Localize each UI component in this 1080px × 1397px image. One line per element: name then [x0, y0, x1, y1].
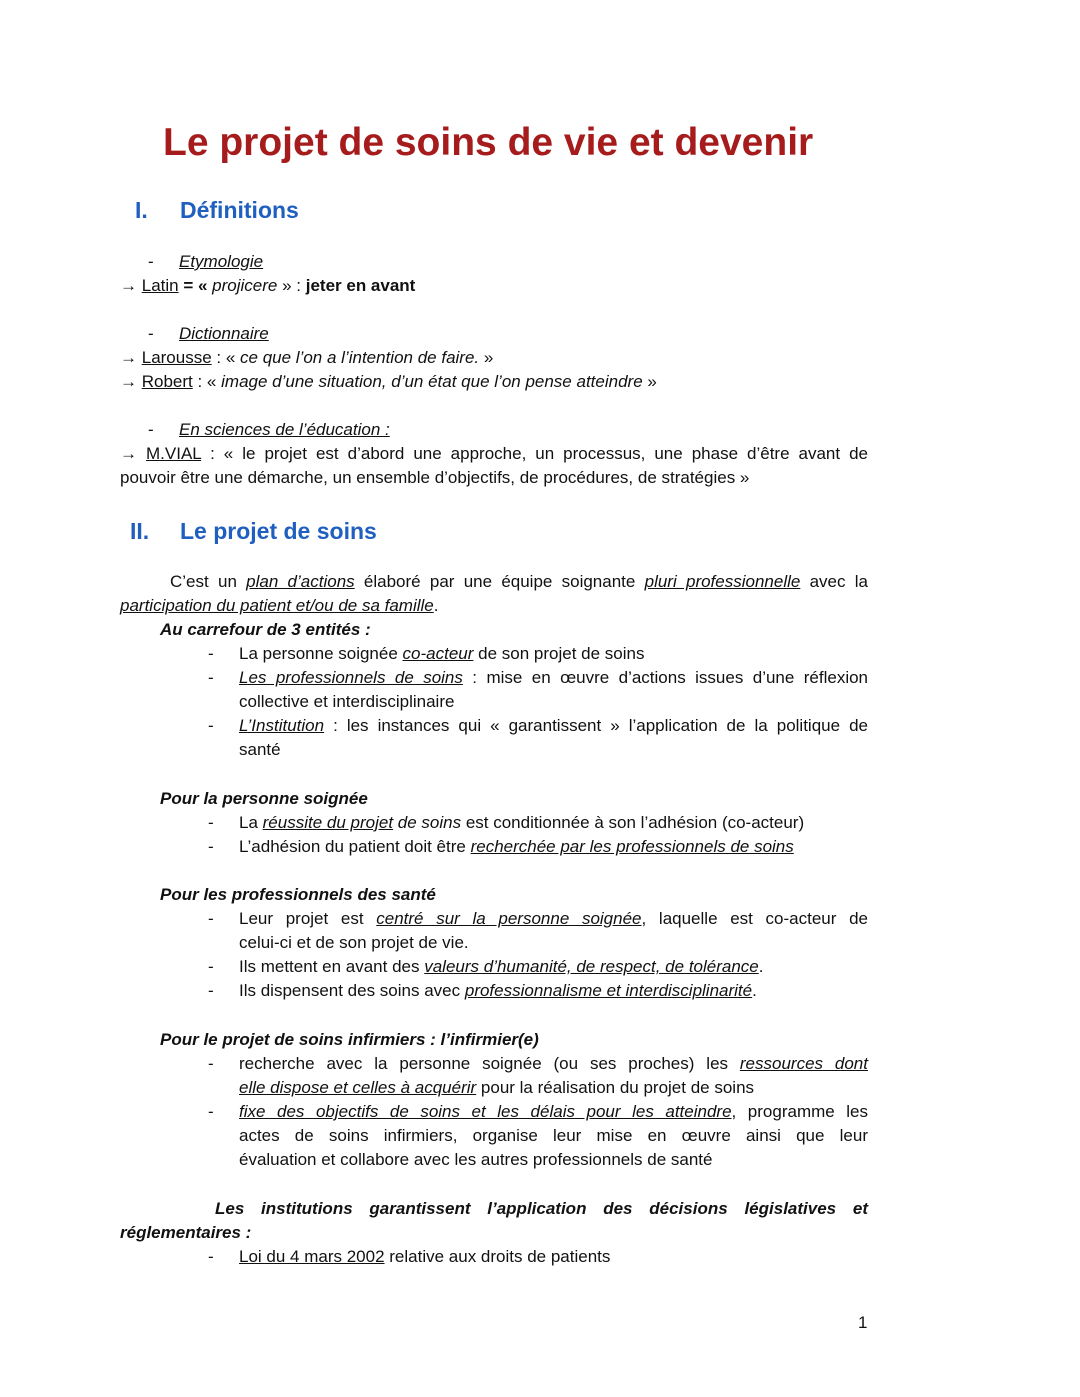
subheading-sciences [148, 418, 390, 442]
emphasis: réussite du projet [262, 813, 394, 832]
text: est conditionnée à son l’adhésion (co-acteur) [461, 813, 805, 832]
list-item-text-cont [239, 1076, 754, 1100]
subheading-etymologie [148, 250, 264, 274]
text: : « le projet est d’abord une approche, un processus, une phase d’être avant de [201, 444, 868, 463]
bullet-dash: - [208, 668, 214, 687]
list-item-text [239, 955, 763, 979]
larousse-line [120, 346, 493, 370]
bullet-dash: - [208, 813, 214, 832]
term: Larousse [141, 348, 212, 367]
list-item-text-cont: actes de soins infirmiers, organise leur mise en œuvre ainsi que leur [239, 1126, 868, 1145]
term: Robert [141, 372, 193, 391]
text: avec la [800, 572, 868, 591]
emphasis: centré sur la personne soignée [376, 909, 642, 928]
list-item-text [239, 979, 757, 1003]
emphasis: L’Institution [239, 716, 325, 735]
list-item-text-cont: celui-ci et de son projet de vie. [239, 933, 469, 952]
arrow-icon: → [120, 276, 137, 295]
arrow-icon: → [120, 348, 137, 367]
meaning: jeter en avant [305, 276, 416, 295]
text: » : [277, 276, 306, 295]
subheading-label: Etymologie [179, 252, 264, 271]
text: : mise en œuvre d’actions issues d’une réflexion [462, 668, 869, 687]
emphasis: elle dispose et celles à acquérir [239, 1078, 477, 1097]
list-item [208, 979, 214, 1003]
infirmier-heading: Pour le projet de soins infirmiers : l’infirmier(e) [160, 1030, 539, 1049]
text: » [479, 348, 494, 367]
text: Ils dispensent des soins avec [239, 981, 465, 1000]
carrefour-heading: Au carrefour de 3 entités : [160, 620, 371, 639]
emphasis: valeurs d’humanité, de respect, de tolérance [424, 957, 759, 976]
text: recherche avec la personne soignée (ou ses proches) les [239, 1054, 740, 1073]
section-number: II. [130, 518, 150, 544]
intro-line-2 [120, 594, 439, 618]
page-number: 1 [858, 1313, 868, 1332]
list-item [208, 642, 214, 666]
list-item [208, 955, 214, 979]
section-number: I. [135, 197, 148, 223]
etymology-line [120, 274, 415, 298]
list-item [208, 666, 214, 690]
list-item-text [239, 1100, 868, 1124]
text: élaboré par une équipe soignante [354, 572, 645, 591]
text: , programme les [731, 1102, 868, 1121]
list-item-text [239, 666, 868, 690]
bullet-dash: - [208, 981, 214, 1000]
section-title: Définitions [180, 197, 299, 223]
vial-line-1 [120, 442, 868, 466]
bullet-dash: - [148, 252, 154, 271]
emphasis: recherchée par les professionnels de soins [470, 837, 794, 856]
bullet-dash: - [148, 324, 154, 343]
institutions-heading: Les institutions garantissent l’application des décisions législatives et [215, 1199, 868, 1218]
text: : les instances qui « garantissent » l’application de la politique de [324, 716, 868, 735]
term: M.VIAL [146, 444, 202, 463]
list-item [208, 1100, 214, 1124]
list-item [208, 907, 214, 931]
emphasis: Les professionnels de soins [239, 668, 463, 687]
list-item [208, 1245, 214, 1269]
bullet-dash: - [208, 957, 214, 976]
text: . [758, 957, 764, 976]
professionnels-heading: Pour les professionnels des santé [160, 885, 436, 904]
bullet-dash: - [208, 837, 214, 856]
emphasis: co-acteur [402, 644, 474, 663]
list-item [208, 835, 214, 859]
bullet-dash: - [208, 644, 214, 663]
bullet-dash: - [208, 1247, 214, 1266]
list-item-text-cont: santé [239, 740, 281, 759]
institutions-heading-cont: réglementaires : [120, 1223, 252, 1242]
text: » [642, 372, 657, 391]
list-item-text [239, 811, 804, 835]
emphasis: pluri professionnelle [644, 572, 801, 591]
text: Leur projet est [239, 909, 377, 928]
text: pour la réalisation du projet de soins [476, 1078, 755, 1097]
text: . [752, 981, 757, 1000]
subheading-dictionnaire [148, 322, 269, 346]
list-item-text [239, 642, 644, 666]
text: . [433, 596, 439, 615]
bullet-dash: - [208, 909, 214, 928]
emphasis: ressources dont [739, 1054, 868, 1073]
term: Latin [141, 276, 179, 295]
emphasis: plan d’actions [246, 572, 355, 591]
list-item-text-cont: collective et interdisciplinaire [239, 692, 455, 711]
text: : « [192, 372, 222, 391]
text: relative aux droits de patients [384, 1247, 611, 1266]
section-title: Le projet de soins [180, 518, 377, 544]
page-title: Le projet de soins de vie et devenir [163, 121, 814, 164]
list-item [208, 714, 214, 738]
subheading-label: Dictionnaire [179, 324, 269, 343]
text: : « [211, 348, 241, 367]
text: , laquelle est co-acteur de [641, 909, 868, 928]
bullet-dash: - [208, 1054, 214, 1073]
law-reference: Loi du 4 mars 2002 [239, 1247, 385, 1266]
list-item-text [239, 1052, 868, 1076]
emphasis: de soins [393, 813, 462, 832]
list-item-text [239, 1245, 610, 1269]
intro-line-1 [170, 570, 868, 594]
subheading-label: En sciences de l’éducation : [179, 420, 390, 439]
arrow-icon: → [120, 372, 137, 391]
bullet-dash: - [148, 420, 154, 439]
text: C’est un [170, 572, 247, 591]
list-item [208, 1052, 214, 1076]
personne-heading: Pour la personne soignée [160, 789, 368, 808]
list-item-text [239, 714, 868, 738]
emphasis: professionnalisme et interdisciplinarité [464, 981, 753, 1000]
quote: ce que l’on a l’intention de faire. [240, 348, 480, 367]
text: La personne soignée [239, 644, 403, 663]
quote: image d’une situation, d’un état que l’on pense atteindre [221, 372, 643, 391]
list-item [208, 811, 214, 835]
list-item-text-cont: évaluation et collabore avec les autres professionnels de santé [239, 1150, 713, 1169]
emphasis: fixe des objectifs de soins et les délais pour les atteindre [239, 1102, 732, 1121]
text: L’adhésion du patient doit être [239, 837, 471, 856]
text: de son projet de soins [473, 644, 645, 663]
latin-word: projicere [212, 276, 278, 295]
list-item-text [239, 907, 868, 931]
text: = « [178, 276, 213, 295]
emphasis: participation du patient et/ou de sa famille [120, 596, 434, 615]
bullet-dash: - [208, 716, 214, 735]
text: La [239, 813, 263, 832]
arrow-icon: → [120, 444, 137, 463]
robert-line [120, 370, 657, 394]
bullet-dash: - [208, 1102, 214, 1121]
vial-line-2: pouvoir être une démarche, un ensemble d’objectifs, de procédures, de stratégies » [120, 468, 750, 487]
list-item-text [239, 835, 794, 859]
text: Ils mettent en avant des [239, 957, 425, 976]
